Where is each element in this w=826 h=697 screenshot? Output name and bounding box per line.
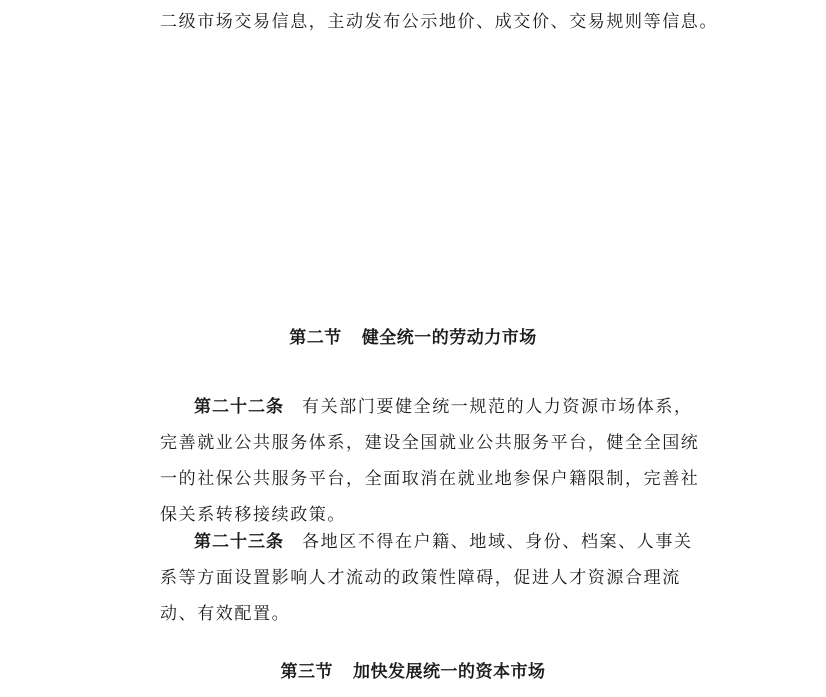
- paragraph-continuation-line: 二级市场交易信息，主动发布公示地价、成交价、交易规则等信息。: [160, 12, 718, 32]
- section-number: 第二节: [289, 328, 342, 348]
- section-number: 第三节: [280, 662, 333, 682]
- article-label: 第二十三条: [194, 532, 284, 552]
- article-22-first-line: [194, 389, 693, 425]
- article-text: 各地区不得在户籍、地域、身份、档案、人事关: [302, 532, 693, 552]
- article-23-first-line: [194, 524, 693, 560]
- article-23-line: 动、有效配置。: [160, 604, 291, 624]
- article-text: 有关部门要健全统一规范的人力资源市场体系，: [302, 397, 693, 417]
- section-heading-2: [0, 323, 826, 353]
- section-title: 健全统一的劳动力市场: [361, 328, 537, 348]
- article-22-line: 保关系转移接续政策。: [160, 505, 346, 525]
- article-label: 第二十二条: [194, 397, 284, 417]
- section-heading-3: [0, 657, 826, 687]
- article-22-line: 一的社保公共服务平台，全面取消在就业地参保户籍限制，完善社: [160, 469, 700, 489]
- article-23-line: 系等方面设置影响人才流动的政策性障碍，促进人才资源合理流: [160, 568, 681, 588]
- section-title: 加快发展统一的资本市场: [353, 662, 546, 682]
- article-22-line: 完善就业公共服务体系，建设全国就业公共服务平台，健全全国统: [160, 433, 700, 453]
